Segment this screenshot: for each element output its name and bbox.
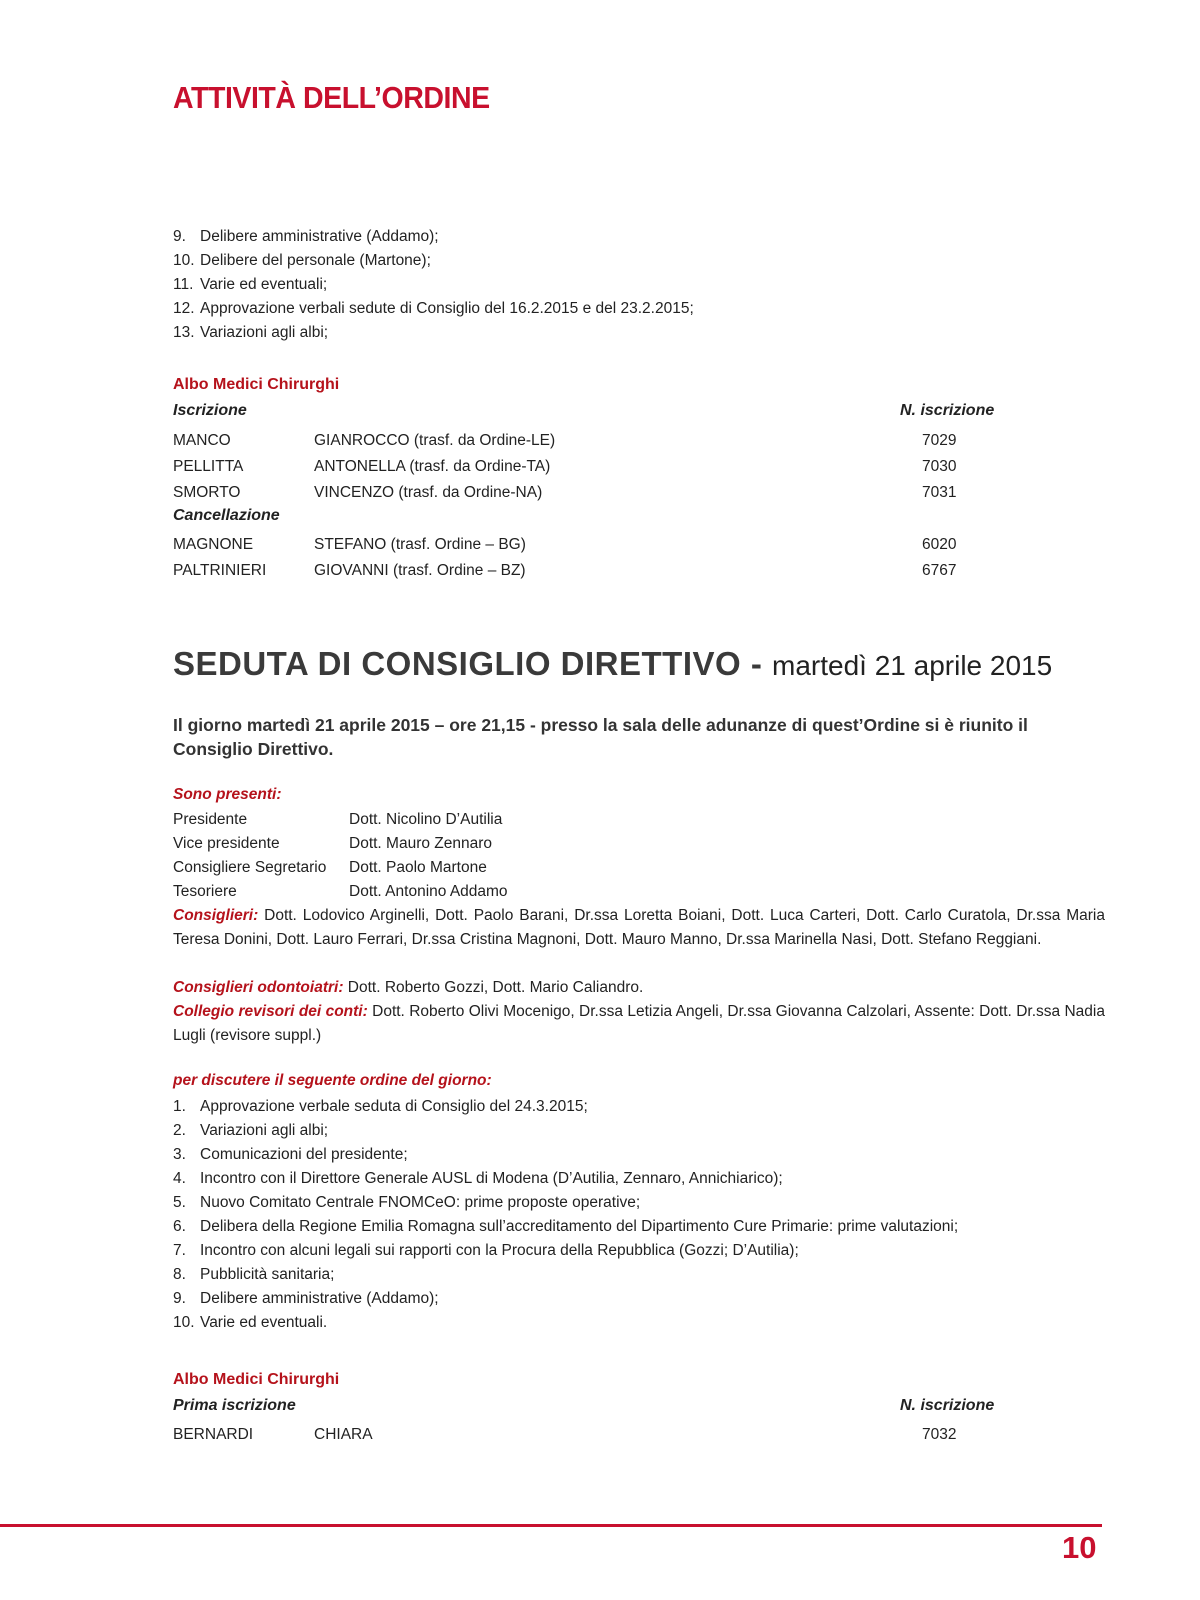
role-label: Consigliere Segretario <box>173 859 327 876</box>
table-cell-name: STEFANO (trasf. Ordine – BG) <box>314 536 526 553</box>
role-name: Dott. Paolo Martone <box>349 859 487 876</box>
revisori-paragraph: Collegio revisori dei conti: Dott. Roberto Olivi Mocenigo, Dr.ssa Letizia Angeli, Dr.ssa Giovanna Calzolari, Assente: Dott. Dr.ssa Nadia Lugli (revisore suppl.) <box>173 1003 1105 1044</box>
page-number: 10 <box>1062 1530 1097 1565</box>
list-item: 12. Approvazione verbali sedute di Consiglio del 16.2.2015 e del 23.2.2015; <box>173 300 694 317</box>
role-name: Dott. Antonino Addamo <box>349 883 508 900</box>
table-cell-name: CHIARA <box>314 1426 373 1443</box>
albo-title: Albo Medici Chirurghi <box>173 1371 340 1388</box>
section-title: SEDUTA DI CONSIGLIO DIRETTIVO - martedì 21 aprile 2015 <box>173 645 1053 682</box>
role-label: Vice presidente <box>173 835 280 852</box>
table-cell-num: 7031 <box>922 484 957 501</box>
list-item: 1. Approvazione verbale seduta di Consiglio del 24.3.2015; <box>173 1098 588 1115</box>
footer-rule <box>0 1524 1102 1527</box>
role-label: Presidente <box>173 811 248 828</box>
top-list <box>173 225 694 345</box>
table-row: BERNARDI <box>173 1426 254 1443</box>
page-header-title: ATTIVITÀ DELL’ORDINE <box>173 80 490 115</box>
list-item: 8. Pubblicità sanitaria; <box>173 1266 335 1283</box>
col-header-iscrizione: Iscrizione <box>173 402 247 419</box>
consiglieri-paragraph: Consiglieri: Dott. Lodovico Arginelli, Dott. Paolo Barani, Dr.ssa Loretta Boiani, Dott. Luca Carteri, Dott. Carlo Curatola, Dr.ssa Maria Teresa Donini, Dott. Lauro Ferrari, Dr.ssa Cristina Magnoni, Dott. Mauro Manno, Dr.ssa Marinella Nasi, Dott. Stefano Reggiani. <box>173 907 1105 948</box>
list-item: 10. Varie ed eventuali. <box>173 1314 328 1331</box>
col-header-n-iscrizione: N. iscrizione <box>900 1397 995 1414</box>
table-row: SMORTO <box>173 484 241 501</box>
list-item: 5. Nuovo Comitato Centrale FNOMCeO: prime proposte operative; <box>173 1194 641 1211</box>
list-item: 13. Variazioni agli albi; <box>173 324 329 341</box>
role-label: Tesoriere <box>173 883 237 900</box>
odontoiatri-paragraph: Consiglieri odontoiatri: Dott. Roberto Gozzi, Dott. Mario Caliandro. <box>173 979 644 996</box>
list-item: 10. Delibere del personale (Martone); <box>173 252 431 269</box>
table-row: MAGNONE <box>173 536 254 553</box>
table-cell-name: VINCENZO (trasf. da Ordine-NA) <box>314 484 543 501</box>
cancellazione-label: Cancellazione <box>173 507 280 524</box>
albo-title: Albo Medici Chirurghi <box>173 376 340 393</box>
odg-list <box>173 1095 958 1335</box>
role-name: Dott. Nicolino D’Autilia <box>349 811 503 828</box>
list-item: 7. Incontro con alcuni legali sui rapporti con la Procura della Repubblica (Gozzi; D’Autilia); <box>173 1242 799 1259</box>
table-cell-name: GIOVANNI (trasf. Ordine – BZ) <box>314 562 526 579</box>
table-row: PALTRINIERI <box>173 562 267 579</box>
list-item: 9. Delibere amministrative (Addamo); <box>173 228 439 245</box>
table-row: PELLITTA <box>173 458 244 475</box>
table-cell-num: 7032 <box>922 1426 957 1443</box>
table-cell-num: 6020 <box>922 536 957 553</box>
table-cell-num: 7030 <box>922 458 957 475</box>
table-row: MANCO <box>173 432 231 449</box>
list-item: 2. Variazioni agli albi; <box>173 1122 329 1139</box>
list-item: 6. Delibera della Regione Emilia Romagna sull’accreditamento del Dipartimento Cure Primarie: prime valutazioni; <box>173 1218 959 1235</box>
table-cell-num: 7029 <box>922 432 957 449</box>
odg-label: per discutere il seguente ordine del giorno: <box>173 1072 492 1089</box>
table-cell-num: 6767 <box>922 562 957 579</box>
section-intro: Il giorno martedì 21 aprile 2015 – ore 21,15 - presso la sala delle adunanze di quest’Ordine si è riunito il Consiglio Direttivo. <box>173 715 1028 759</box>
col-header-n-iscrizione: N. iscrizione <box>900 402 995 419</box>
list-item: 9. Delibere amministrative (Addamo); <box>173 1290 439 1307</box>
list-item: 11. Varie ed eventuali; <box>173 276 328 293</box>
table-cell-name: ANTONELLA (trasf. da Ordine-TA) <box>314 458 551 475</box>
table-cell-name: GIANROCCO (trasf. da Ordine-LE) <box>314 432 556 449</box>
list-item: 3. Comunicazioni del presidente; <box>173 1146 408 1163</box>
section-date: martedì 21 aprile 2015 <box>772 650 1053 681</box>
list-item: 4. Incontro con il Direttore Generale AUSL di Modena (D’Autilia, Zennaro, Annichiarico); <box>173 1170 783 1187</box>
presenti-label: Sono presenti: <box>173 786 282 803</box>
col-header-prima-iscrizione: Prima iscrizione <box>173 1397 296 1414</box>
role-name: Dott. Mauro Zennaro <box>349 835 493 852</box>
